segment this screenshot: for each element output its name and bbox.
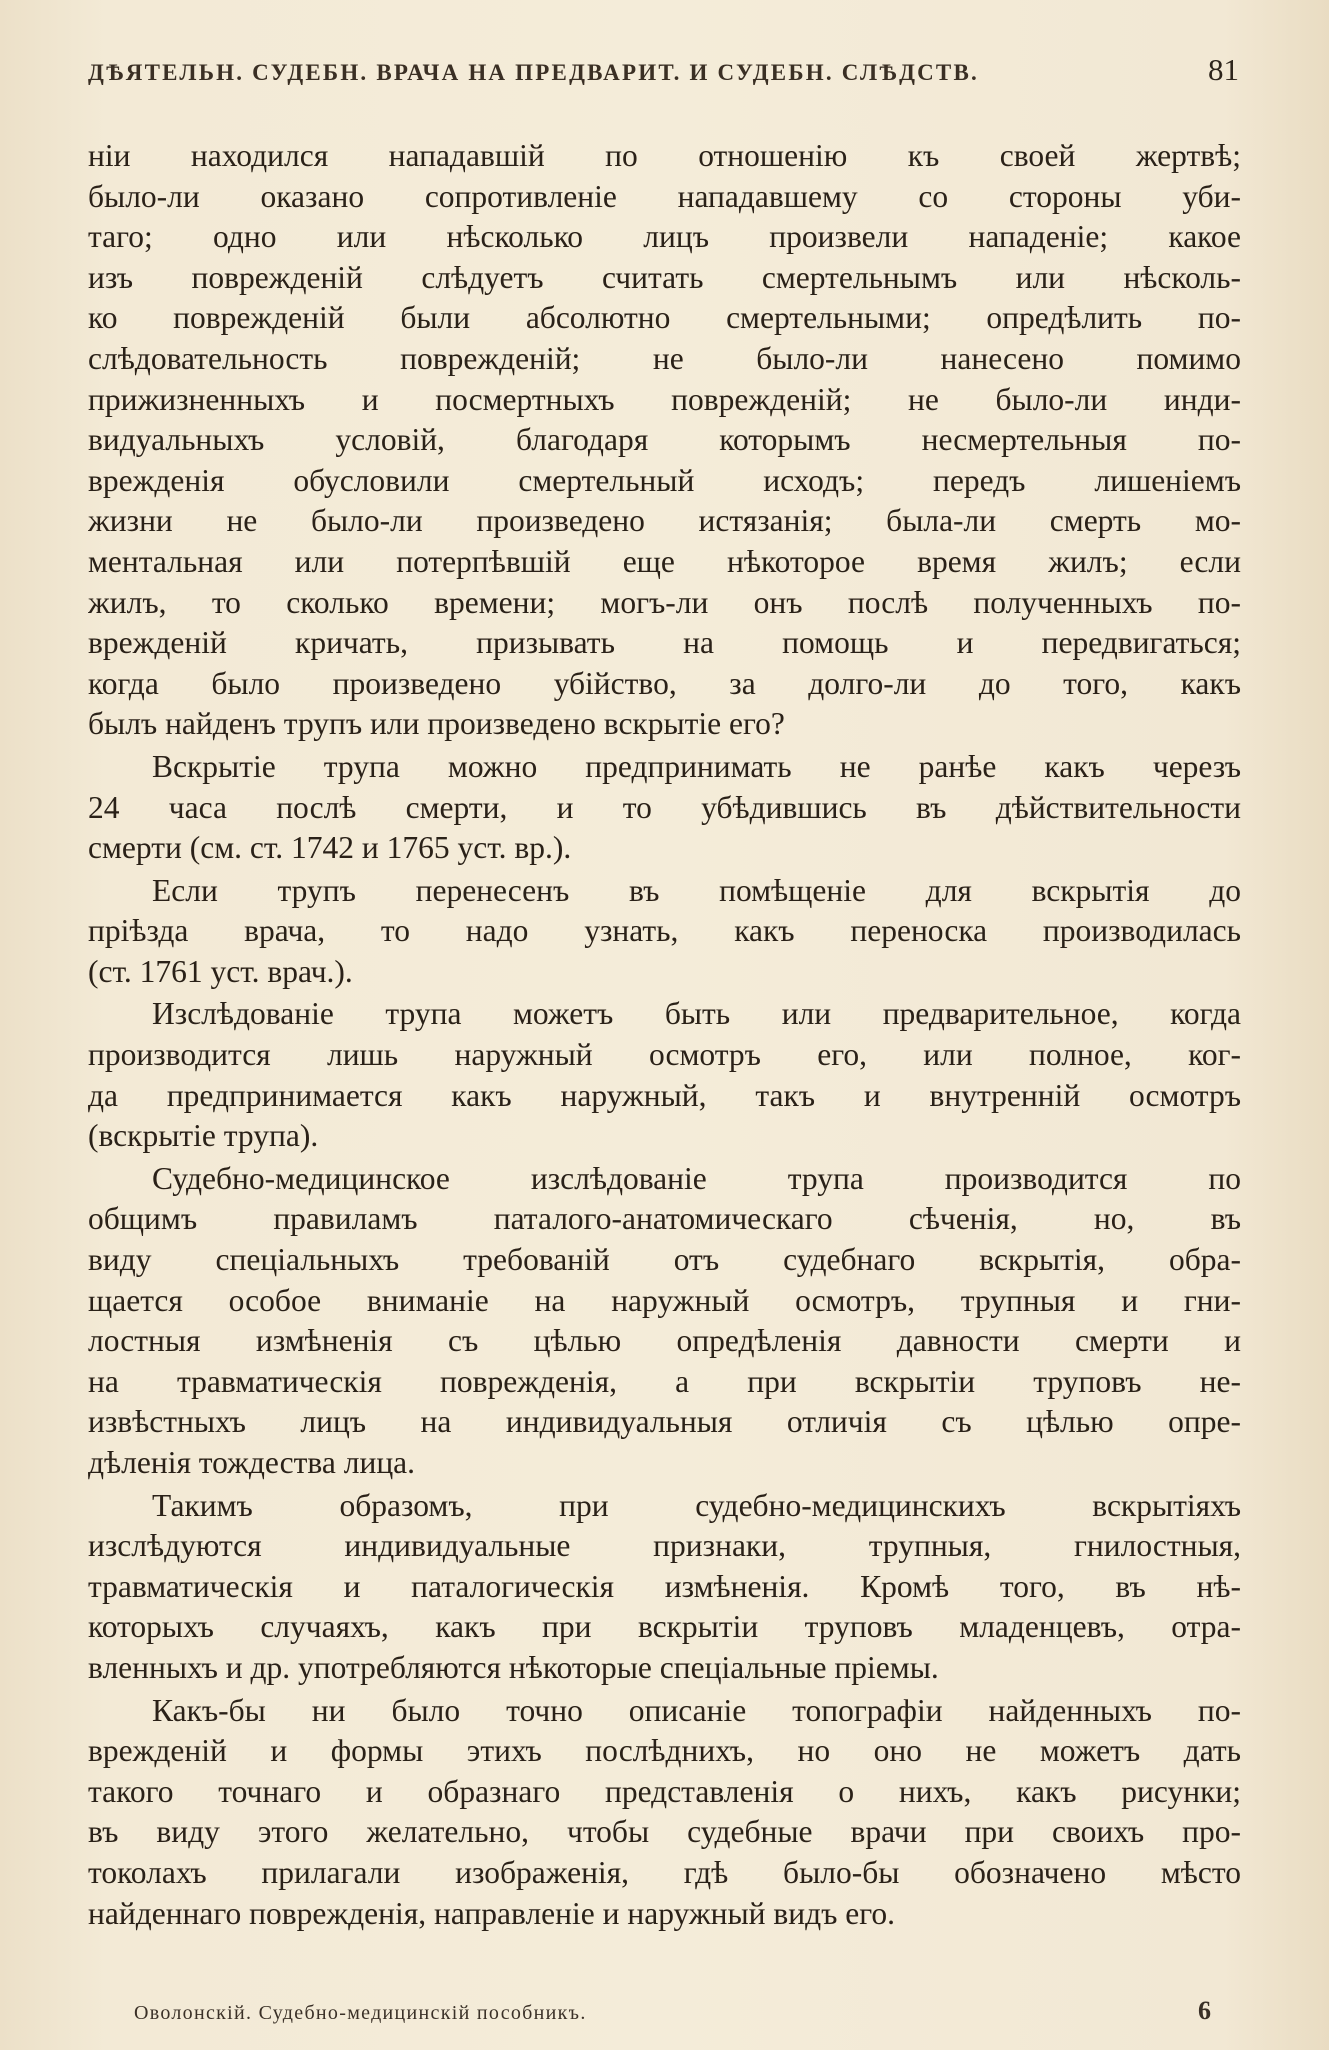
paragraph	[88, 1691, 1241, 1935]
text-line: прiѣзда врача, то надо узнать, какъ переноска производилась	[88, 913, 1241, 949]
text-line: лостныя измѣненiя съ цѣлью опредѣленiя давности смерти и	[88, 1323, 1241, 1359]
text-line: (ст. 1761 уст. врач.).	[88, 953, 353, 989]
text-line: прижизненныхъ и посмертныхъ поврежденiй; не было-ли инди-	[88, 381, 1241, 417]
text-line: нiи находился нападавшiй по отношенiю къ своей жертвѣ;	[88, 138, 1241, 173]
text-line: Такимъ образомъ, при судебно-медицинскихъ вскрытiяхъ	[152, 1487, 1241, 1523]
page-number: 81	[1208, 52, 1239, 87]
paragraph	[88, 1159, 1241, 1484]
text-line: такого точнаго и образнаго представленiя о нихъ, какъ рисунки;	[88, 1773, 1241, 1809]
text-line: общимъ правиламъ паталого-анатомическаго сѣченiя, но, въ	[88, 1201, 1241, 1237]
paragraph	[88, 871, 1241, 993]
text-line: видуальныхъ условiй, благодаря которымъ несмертельныя по-	[88, 422, 1241, 458]
text-line: изъ поврежденiй слѣдуетъ считать смертельнымъ или нѣсколь-	[88, 259, 1241, 295]
text-line: Изслѣдованiе трупа можетъ быть или предварительное, когда	[152, 996, 1241, 1032]
text-line: было-ли оказано сопротивленiе нападавшему со стороны уби-	[88, 178, 1241, 214]
text-line: Какъ-бы ни было точно описанiе топографiи найденныхъ по-	[152, 1692, 1241, 1728]
text-line: слѣдовательность поврежденiй; не было-ли нанесено помимо	[88, 340, 1241, 376]
signature-line: Оволонскiй. Судебно-медицинскiй пособникъ.	[134, 2002, 587, 2024]
text-line: смерти (см. ст. 1742 и 1765 уст. вр.).	[88, 830, 572, 866]
text-line: былъ найденъ трупъ или произведено вскрытiе его?	[88, 706, 785, 742]
text-line: найденнаго поврежденiя, направленiе и наружный видъ его.	[88, 1895, 896, 1931]
text-line: врежденiй и формы этихъ послѣднихъ, но оно не можетъ дать	[88, 1733, 1241, 1769]
text-line: извѣстныхъ лицъ на индивидуальныя отличiя съ цѣлью опре-	[88, 1404, 1241, 1440]
text-line: вленныхъ и др. употребляются нѣкоторые спецiальные прiемы.	[88, 1649, 939, 1685]
text-line: виду спецiальныхъ требованiй отъ судебнаго вскрытiя, обра-	[88, 1242, 1241, 1278]
text-line: врежденiя обусловили смертельный исходъ; передъ лишенiемъ	[88, 462, 1241, 498]
text-line: производится лишь наружный осмотръ его, или полное, ког-	[88, 1037, 1241, 1073]
text-line: врежденiй кричать, призывать на помощь и передвигаться;	[88, 625, 1241, 661]
text-line: да предпринимается какъ наружный, такъ и внутреннiй осмотръ	[88, 1077, 1241, 1113]
text-line: жилъ, то сколько времени; могъ-ли онъ послѣ полученныхъ по-	[88, 584, 1241, 620]
paragraph	[88, 1486, 1241, 1689]
paragraph	[88, 136, 1241, 745]
text-line: ментальная или потерпѣвшiй еще нѣкоторое время жилъ; если	[88, 543, 1241, 579]
running-head	[88, 52, 1239, 96]
text-line: (вскрытiе трупа).	[88, 1118, 319, 1154]
text-line: изслѣдуются индивидуальные признаки, трупныя, гнилостныя,	[88, 1528, 1241, 1564]
paragraph	[88, 994, 1241, 1156]
text-line: въ виду этого желательно, чтобы судебные врачи при своихъ про-	[88, 1814, 1241, 1850]
text-line: Если трупъ перенесенъ въ помѣщенiе для вскрытiя до	[152, 872, 1241, 908]
text-line: Вскрытiе трупа можно предпринимать не ранѣе какъ черезъ	[152, 748, 1241, 784]
running-title: ДѢЯТЕЛЬН. СУДЕБН. ВРАЧА НА ПРЕДВАРИТ. И СУДЕБН. СЛѢДСТВ.	[88, 60, 979, 85]
text-line: таго; одно или нѣсколько лицъ произвели нападенiе; какое	[88, 219, 1241, 255]
text-line: на травматическiя поврежденiя, а при вскрытiи труповъ не-	[88, 1363, 1241, 1399]
text-line: Судебно-медицинское изслѣдованiе трупа производится по	[152, 1160, 1241, 1196]
page-footer	[134, 1996, 1211, 2026]
text-line: когда было произведено убiйство, за долго-ли до того, какъ	[88, 665, 1241, 701]
body-text	[88, 136, 1241, 1934]
text-line: травматическiя и паталогическiя измѣненiя. Кромѣ того, въ нѣ-	[88, 1568, 1241, 1604]
text-line: щается особое вниманiе на наружный осмотръ, трупныя и гни-	[88, 1282, 1241, 1318]
text-line: ко поврежденiй были абсолютно смертельными; опредѣлить по-	[88, 300, 1241, 336]
signature-number: 6	[1198, 1996, 1211, 2025]
text-line: 24 часа послѣ смерти, и то убѣдившись въ дѣйствительности	[88, 789, 1241, 825]
text-line: дѣленiя тождества лица.	[88, 1445, 416, 1480]
text-line: токолахъ прилагали изображенiя, гдѣ было-бы обозначено мѣсто	[88, 1854, 1241, 1890]
text-line: которыхъ случаяхъ, какъ при вскрытiи труповъ младенцевъ, отра-	[88, 1609, 1241, 1645]
text-line: жизни не было-ли произведено истязанiя; была-ли смерть мо-	[88, 503, 1241, 539]
paragraph	[88, 747, 1241, 869]
